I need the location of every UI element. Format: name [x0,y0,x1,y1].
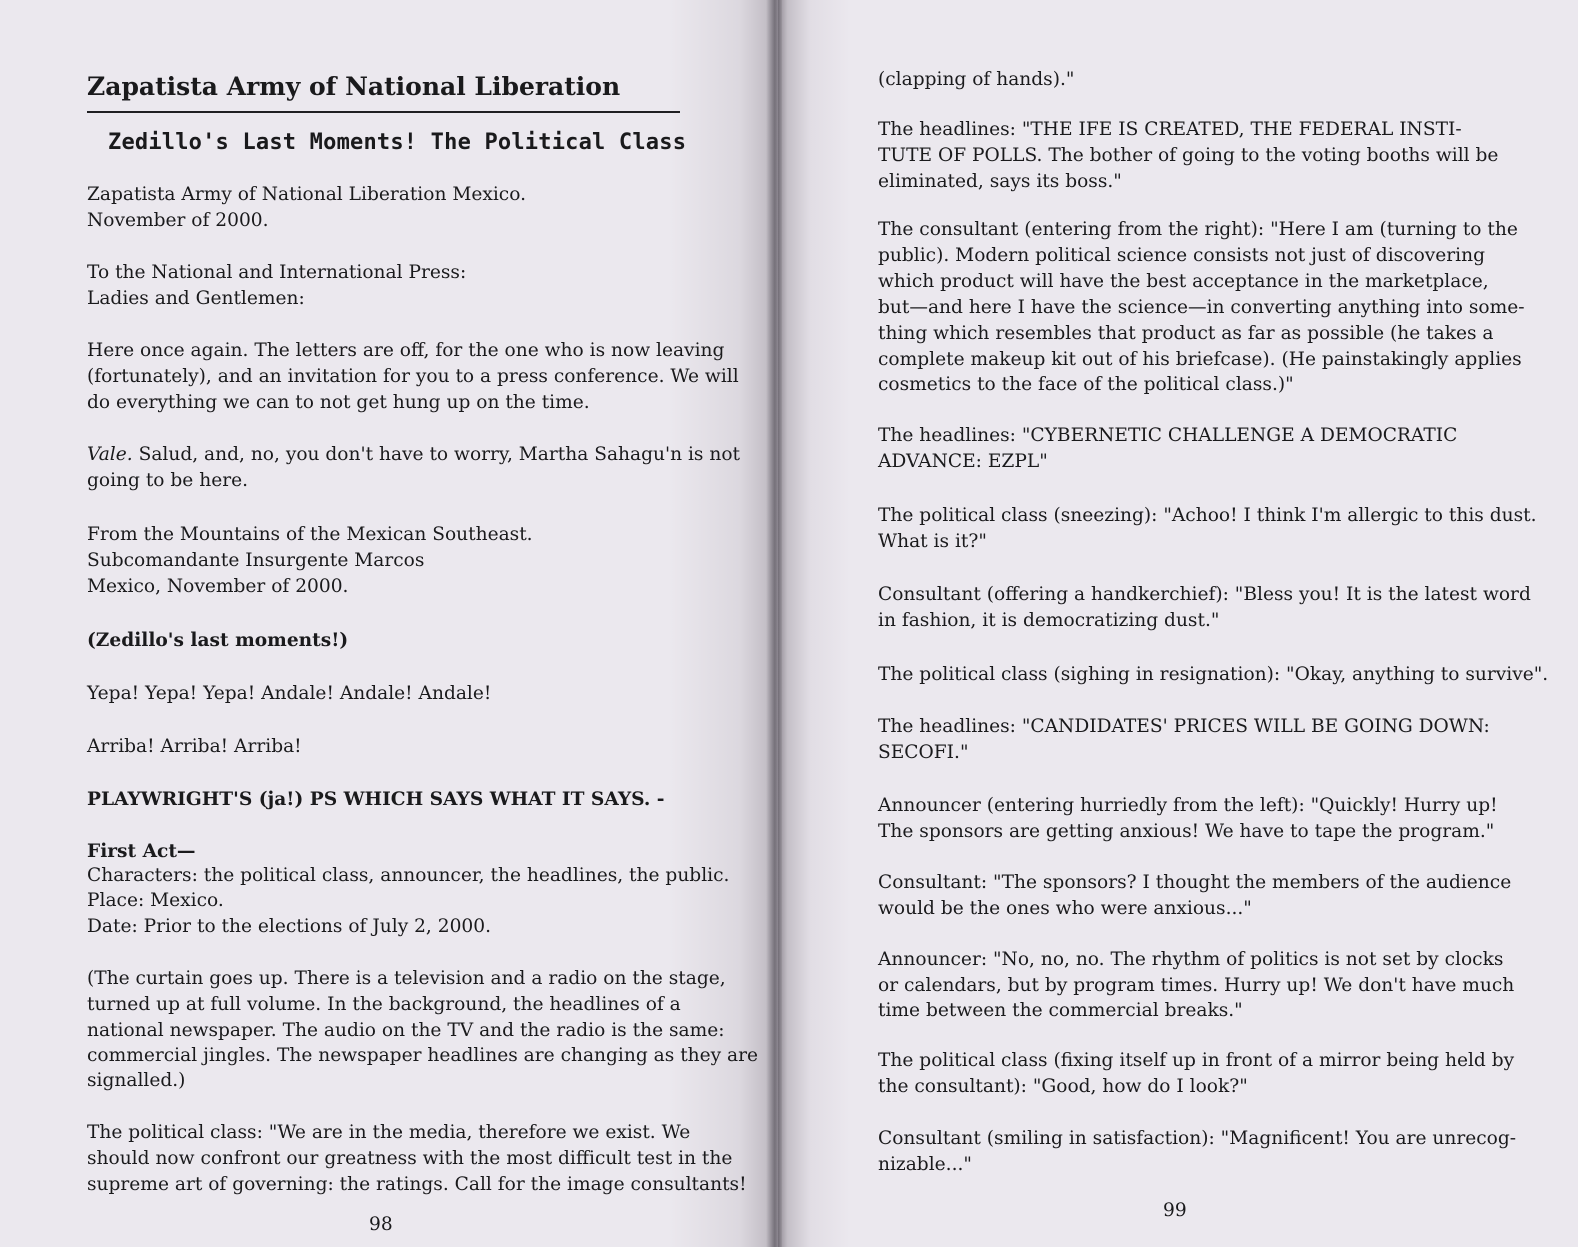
text-line: turned up at full volume. In the background, the headlines of a [87,994,681,1015]
text-line: time between the commercial breaks." [878,1000,1243,1021]
text-line: TUTE OF POLLS. The bother of going to the voting booths will be [878,145,1499,166]
text-line: Place: Mexico. [87,890,224,911]
book-gutter [766,0,782,1247]
text-line: The political class (sighing in resignation): "Okay, anything to survive". [878,664,1549,685]
page-number: 99 [1163,1200,1187,1221]
text-line: do everything we can to not get hung up on the time. [87,392,590,413]
text-line: cosmetics to the face of the political class.)" [878,374,1294,395]
text-line: thing which resembles that product as far as possible (he takes a [878,323,1494,344]
text-line: Characters: the political class, announcer, the headlines, the public. [87,865,730,886]
text-line: (The curtain goes up. There is a television and a radio on the stage, [87,968,726,989]
text-line: which product will have the best acceptance in the marketplace, [878,271,1489,292]
text-line: Date: Prior to the elections of July 2, 2000. [87,916,491,937]
text-line: Announcer: "No, no, no. The rhythm of politics is not set by clocks [878,949,1504,970]
text-line: supreme art of governing: the ratings. Call for the image consultants! [87,1174,747,1195]
text-line: The headlines: "CYBERNETIC CHALLENGE A DEMOCRATIC [878,425,1458,446]
vale-word: Vale. [87,444,133,465]
page-number: 98 [369,1214,393,1235]
text-line: Consultant: "The sponsors? I thought the members of the audience [878,872,1512,893]
text-line: The sponsors are getting anxious! We have to tape the program." [878,821,1495,842]
text-line: Consultant (smiling in satisfaction): "Magnificent! You are unrecog- [878,1128,1517,1149]
text-line: The political class: "We are in the media, therefore we exist. We [87,1122,691,1143]
text-line: Ladies and Gentlemen: [87,288,305,309]
text-line: commercial jingles. The newspaper headlines are changing as they are [87,1045,759,1066]
text-line: the consultant): "Good, how do I look?" [878,1076,1248,1097]
text-line: Consultant (offering a handkerchief): "Bless you! It is the latest word [878,584,1531,605]
text-line: going to be here. [87,470,249,491]
text-line: Yepa! Yepa! Yepa! Andale! Andale! Andale! [87,683,492,704]
text-line: The consultant (entering from the right): "Here I am (turning to the [878,219,1518,240]
text-line: public). Modern political science consists not just of discovering [878,245,1486,266]
title-rule [87,111,680,113]
text-line: national newspaper. The audio on the TV and the radio is the same: [87,1020,725,1041]
text-line: Mexico, November of 2000. [87,576,349,597]
text-line: The political class (sneezing): "Achoo! I think I'm allergic to this dust. [878,505,1537,526]
text-line: Announcer (entering hurriedly from the left): "Quickly! Hurry up! [878,795,1498,816]
text-line: What is it?" [878,531,987,552]
text-line: The headlines: "CANDIDATES' PRICES WILL BE GOING DOWN: [878,716,1490,737]
article-subtitle: Zedillo's Last Moments! The Political Class [108,130,687,155]
text-line: The headlines: "THE IFE IS CREATED, THE FEDERAL INSTI- [878,119,1462,140]
text-line [87,442,740,468]
text-line: Here once again. The letters are off, for the one who is now leaving [87,340,725,361]
text-line: (fortunately), and an invitation for you to a press conference. We will [87,366,739,387]
text-line: signalled.) [87,1070,186,1091]
text-line: Subcomandante Insurgente Marcos [87,550,425,571]
text-line: ADVANCE: EZPL" [878,451,1048,472]
text-line: Arriba! Arriba! Arriba! [87,736,302,757]
text-line: PLAYWRIGHT'S (ja!) PS WHICH SAYS WHAT IT SAYS. - [87,789,665,810]
text-line: November of 2000. [87,210,269,231]
text-line: (Zedillo's last moments!) [87,630,349,651]
text-line: but—and here I have the science—in converting anything into some- [878,297,1525,318]
text-line: SECOFI." [878,742,969,763]
text-line: eliminated, says its boss." [878,171,1122,192]
text-line: From the Mountains of the Mexican Southeast. [87,524,533,545]
text-line: First Act— [87,841,196,862]
text-line: in fashion, it is democratizing dust." [878,610,1220,631]
left-page [0,0,778,1247]
text-line: or calendars, but by program times. Hurry up! We don't have much [878,975,1515,996]
text-line: complete makeup kit out of his briefcase). (He painstakingly applies [878,349,1522,370]
text-line: nizable..." [878,1154,972,1175]
text-line: Zapatista Army of National Liberation Mexico. [87,184,526,205]
text-line: should now confront our greatness with the most difficult test in the [87,1148,733,1169]
text-line: (clapping of hands)." [878,69,1075,90]
text-line: would be the ones who were anxious..." [878,898,1252,919]
section-title: Zapatista Army of National Liberation [87,72,621,101]
text-line: To the National and International Press: [87,262,467,283]
text-span: Salud, and, no, you don't have to worry, Martha Sahagu'n is not [132,444,741,465]
text-line: The political class (fixing itself up in front of a mirror being held by [878,1050,1515,1071]
